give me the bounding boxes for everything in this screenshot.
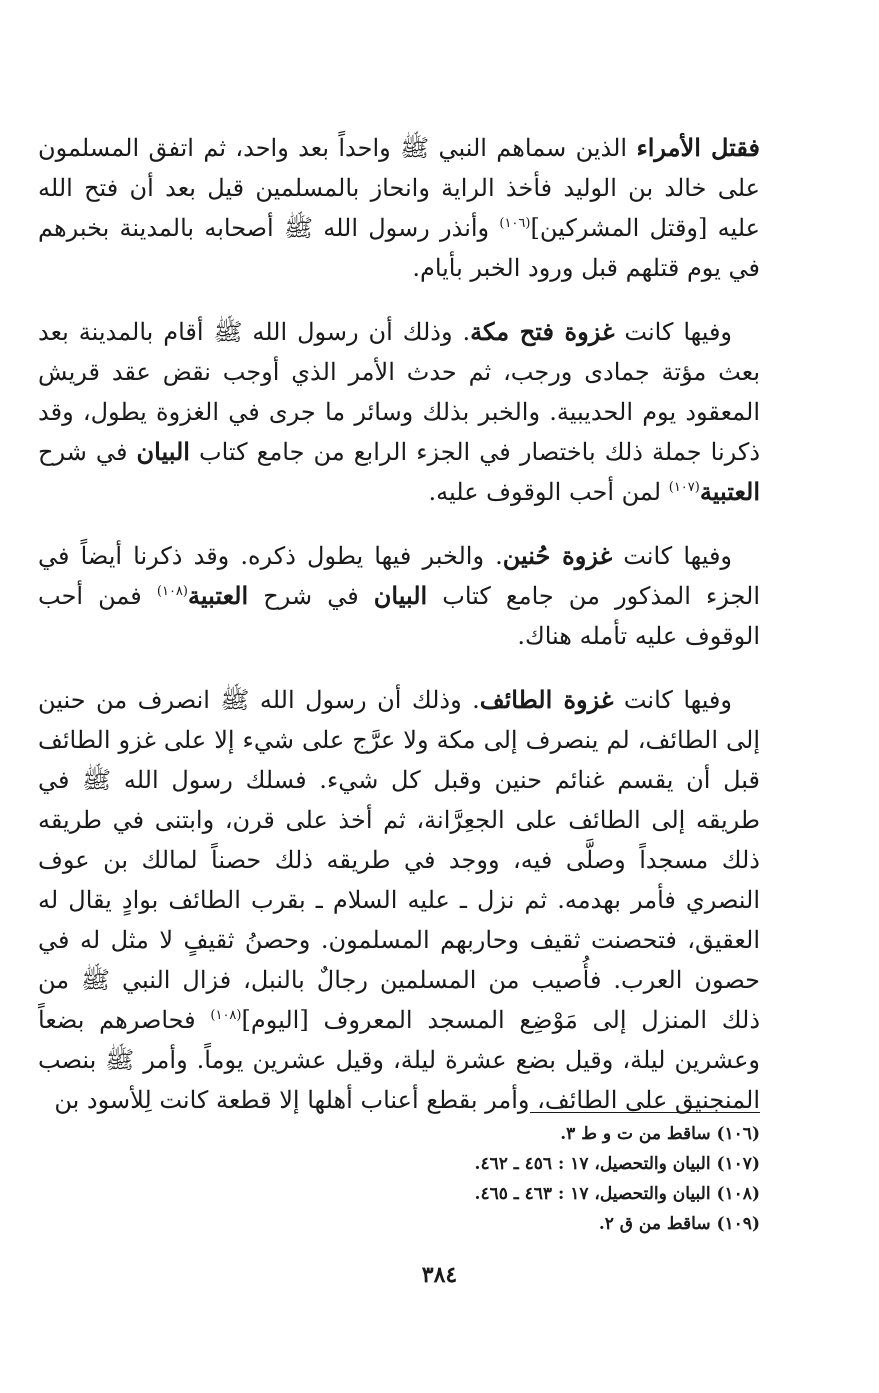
footnote-109: (١٠٩) ساقط من ق ٢. <box>598 1214 760 1234</box>
paragraph-3-intro: وفيها كانت <box>612 542 732 570</box>
paragraph-4-text: . وذلك أن رسول الله ﷺ انصرف من حنين إلى الطائف، لم ينصرف إلى مكة ولا عرَّج على شيء إلا على غزو الطائف قبل أن يقسم غنائم حنين وقبل كل شيء. فسلك رسول الله ﷺ في طريقه إلى الطائف على الجعِرَّانة، ثم أخذ على قرن، وابتنى في طريقه ذلك مسجداً وصلَّى فيه، ووجد في طريقه ذلك حصناً لمالك بن عوف النصري فأمر بهدمه. ثم نزل ـ عليه السلام ـ بقرب الطائف بوادٍ يقال له العقيق، فتحصنت ثقيف وحاربهم المسلمون. وحصنُ ثقيفٍ لا مثل له في حصون العرب. فأُصيب من المسلمين رجالٌ بالنبل، فزال النبي ﷺ من ذلك المنزل إلى مَوْضِع المسجد المعروف [اليوم] <box>38 686 761 1034</box>
page-body <box>38 128 760 1120</box>
footnote-ref-106: (١٠٦) <box>499 216 531 231</box>
paragraph-4-intro: وفيها كانت <box>613 686 732 714</box>
paragraph-4 <box>38 680 760 1120</box>
paragraph-3-text-end: فمن أحب الوقوف عليه تأمله هناك. <box>38 582 760 650</box>
footnotes <box>38 1112 760 1239</box>
paragraph-2 <box>38 312 760 512</box>
paragraph-1 <box>38 128 760 288</box>
footnote-ref-108: (١٠٨) <box>156 584 188 599</box>
footnote-106: (١٠٦) ساقط من ت و ط ٣. <box>560 1124 760 1144</box>
page-number: ٣٨٤ <box>421 1262 458 1288</box>
paragraph-2-text-mid: في شرح <box>38 438 137 466</box>
footnote-108: (١٠٨) البيان والتحصيل، ١٧ : ٤٦٣ ـ ٤٦٥. <box>474 1184 760 1204</box>
footnote-ref-108b: (١٠٨) <box>210 1008 242 1023</box>
paragraph-3-text-mid: في شرح <box>248 582 374 610</box>
paragraph-3 <box>38 536 760 656</box>
paragraph-2-intro: وفيها كانت <box>614 318 733 346</box>
paragraph-2-book-name: العتبية <box>699 477 760 506</box>
paragraph-2-text-end: لمن أحب الوقوف عليه. <box>428 478 669 506</box>
footnote-divider <box>530 1112 760 1113</box>
paragraph-2-text: . وذلك أن رسول الله ﷺ أقام بالمدينة بعد بعث مؤتة جمادى ورجب، ثم حدث الأمر الذي أوجب نقض عقد قريش المعقود يوم الحديبية. والخبر بذلك وسائر ما جرى في الغزوة يطول، وقد ذكرنا جملة ذلك باختصار في الجزء الرابع من جامع كتاب <box>38 318 761 466</box>
footnote-ref-107: (١٠٧) <box>668 480 700 495</box>
paragraph-4-text-end: فحاصرهم بضعاً وعشرين ليلة، وقيل بضع عشرة ليلة، وقيل عشرين يوماً. وأمر ﷺ بنصب المنجنيق على الطائف، وأمر بقطع أعناب أهلها إلا قطعة كانت لِلأسود بن <box>38 1006 760 1114</box>
paragraph-2-book-title: البيان <box>136 437 190 466</box>
paragraph-4-heading: غزوة الطائف <box>479 685 614 714</box>
paragraph-1-text-end: وأنذر رسول الله ﷺ أصحابه بالمدينة بخبرهم في يوم قتلهم قبل ورود الخبر بأيام. <box>38 214 760 282</box>
paragraph-3-text: . والخبر فيها يطول ذكره. وقد ذكرنا أيضاً في الجزء المذكور من جامع كتاب <box>38 542 760 610</box>
paragraph-2-heading: غزوة فتح مكة <box>470 317 615 346</box>
paragraph-3-book-name: العتبية <box>188 581 249 610</box>
paragraph-3-heading: غزوة حُنين <box>502 541 613 570</box>
paragraph-3-book-title: البيان <box>373 581 428 610</box>
paragraph-1-text: الذين سماهم النبي ﷺ واحداً بعد واحد، ثم اتفق المسلمون على خالد بن الوليد فأخذ الراية وانحاز بالمسلمين قيل بعد أن فتح الله عليه [وقتل المشركين] <box>38 134 760 242</box>
footnote-107: (١٠٧) البيان والتحصيل، ١٧ : ٤٥٦ ـ ٤٦٢. <box>474 1154 760 1174</box>
paragraph-1-lead: فقتل الأمراء <box>636 133 760 162</box>
